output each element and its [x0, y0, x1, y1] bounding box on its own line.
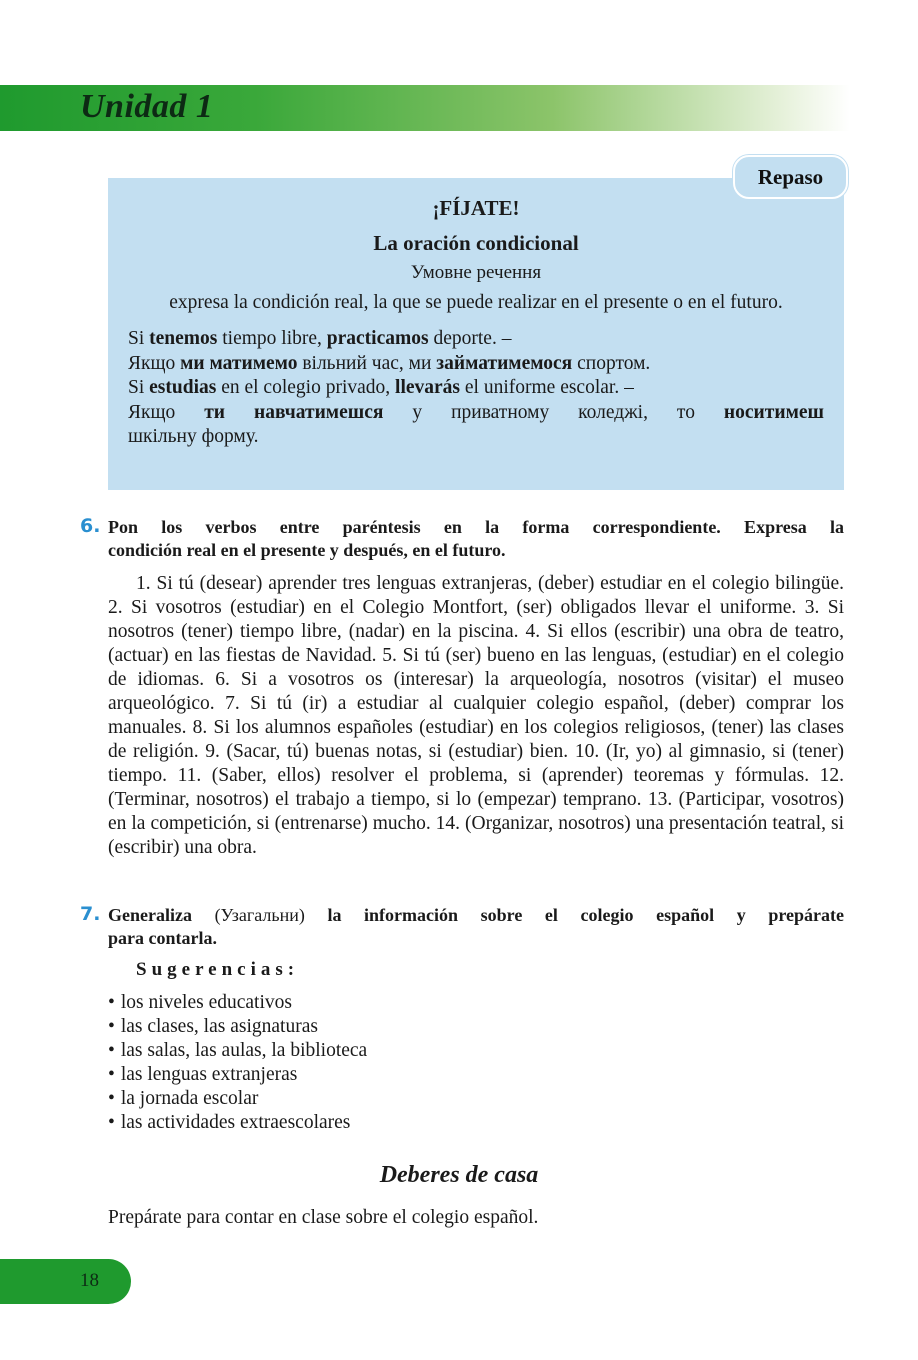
example-line: [128, 401, 824, 426]
example-text-run: вільний час, ми: [297, 352, 437, 374]
example-text-run: у приватному коледжі, то: [383, 401, 724, 423]
exercise-7-instruction: [108, 904, 844, 950]
exercise-6-instruction-line1: Pon los verbos entre paréntesis en la forma correspondiente. Expresa la: [108, 517, 844, 537]
page-number-tab: [0, 1259, 131, 1304]
repaso-tab: Repaso: [733, 155, 848, 199]
exercise-7-instruction-ukrainian: (Узагальни): [191, 905, 328, 925]
example-bold-run: practicamos: [326, 328, 429, 349]
homework-text: Prepárate para contar en clase sobre el colegio español.: [108, 1207, 539, 1228]
grammar-note-box: [108, 178, 844, 490]
suggestion-item: • las actividades extraescolares: [108, 1111, 367, 1135]
example-bold-run: носитимеш: [723, 401, 824, 423]
example-bold-run: ми матимемо: [180, 352, 298, 374]
suggestion-item: • los niveles educativos: [108, 991, 367, 1015]
suggestions-label: Sugerencias:: [136, 959, 300, 980]
suggestion-item: • las clases, las asignaturas: [108, 1015, 367, 1039]
exercise-6-number: 6.: [80, 515, 101, 537]
example-text-run: en el colegio privado,: [216, 377, 396, 398]
note-exclamation: ¡FÍJATE!: [432, 196, 520, 220]
note-title: La oración condicional: [373, 231, 579, 255]
suggestion-item: • las salas, las aulas, la biblioteca: [108, 1039, 367, 1063]
exercise-6-sentences: 1. Si tú (desear) aprender tres lenguas extranjeras, (deber) estudiar en el colegio bilingüe. 2. Si vosotros (estudiar) en el Colegio Montfort, (ser) obligados llevar el uniforme. 3. Si nosotros (tener) tiempo libre, (nadar) en la piscina. 4. Si ellos (escribir) una obra de teatro, (actuar) en las fiestas de Navidad. 5. Si tú (ser) bueno en las lenguas, (estudiar) en el colegio de idiomas. 6. Si a vosotros os (interesar) la arqueología, nosotros (visitar) el museo arqueológico. 7. Si tú (ir) a estudiar al cualquier colegio español, (deber) comprar los manuales. 8. Si los alumnos españoles (estudiar) en los colegios religiosos, (tener) las clases de religión. 9. (Sacar, tú) buenas notas, si (estudiar) bien. 10. (Ir, yo) al gimnasio, si (tener) tiempo. 11. (Saber, ellos) resolver el problema, si (aprender) teoremas y fórmulas. 12. (Terminar, nosotros) el trabajo a tiempo, si lo (empezar) temprano. 13. (Participar, vosotros) en la competición, si (entrenarse) mucho. 14. (Organizar, nosotros) una presentación teatral, si (escribir) una obra.: [108, 573, 844, 858]
exercise-6-text: [108, 572, 844, 860]
suggestion-item: • las lenguas extranjeras: [108, 1063, 367, 1087]
exercise-7-instruction-bold1: Generaliza: [108, 905, 192, 925]
example-line: [128, 352, 824, 377]
note-examples: [128, 327, 824, 450]
example-bold-run: ти навчатимешся: [204, 401, 384, 423]
example-line: [128, 327, 824, 352]
example-text-run: Si: [128, 328, 150, 349]
example-line: [128, 425, 824, 450]
example-text-run: Якщо: [128, 352, 181, 374]
suggestions-list: [108, 991, 367, 1135]
example-bold-run: llevarás: [395, 377, 461, 398]
example-text-run: спортом.: [572, 352, 651, 374]
suggestion-item: • la jornada escolar: [108, 1087, 367, 1111]
note-description: expresa la condición real, la que se puede realizar en el presente o en el futuro.: [169, 292, 783, 313]
example-line: [128, 376, 824, 401]
note-title-ukrainian: Умовне речення: [410, 262, 542, 283]
example-bold-run: займатимемося: [436, 352, 573, 374]
example-bold-run: estudias: [149, 377, 217, 398]
example-bold-run: tenemos: [149, 328, 218, 349]
example-text-run: Якщо: [128, 401, 205, 423]
exercise-6-instruction: [108, 516, 844, 562]
example-text-run: Si: [128, 377, 150, 398]
unit-title: Unidad 1: [80, 88, 214, 125]
exercise-7-instruction-line2: para contarla.: [108, 928, 217, 948]
exercise-7-number: 7.: [80, 903, 101, 925]
exercise-6-instruction-line2: condición real en el presente y después, en el futuro.: [108, 540, 506, 560]
page-number: 18: [80, 1270, 99, 1291]
exercise-7-instruction-bold2: la información sobre el colegio español y prepárate: [327, 905, 844, 925]
example-text-run: el uniforme escolar. –: [460, 377, 634, 398]
example-text-run: шкільну форму.: [128, 426, 259, 447]
homework-title: Deberes de casa: [379, 1162, 539, 1188]
example-text-run: tiempo libre,: [217, 328, 327, 349]
example-text-run: deporte. –: [428, 328, 512, 349]
